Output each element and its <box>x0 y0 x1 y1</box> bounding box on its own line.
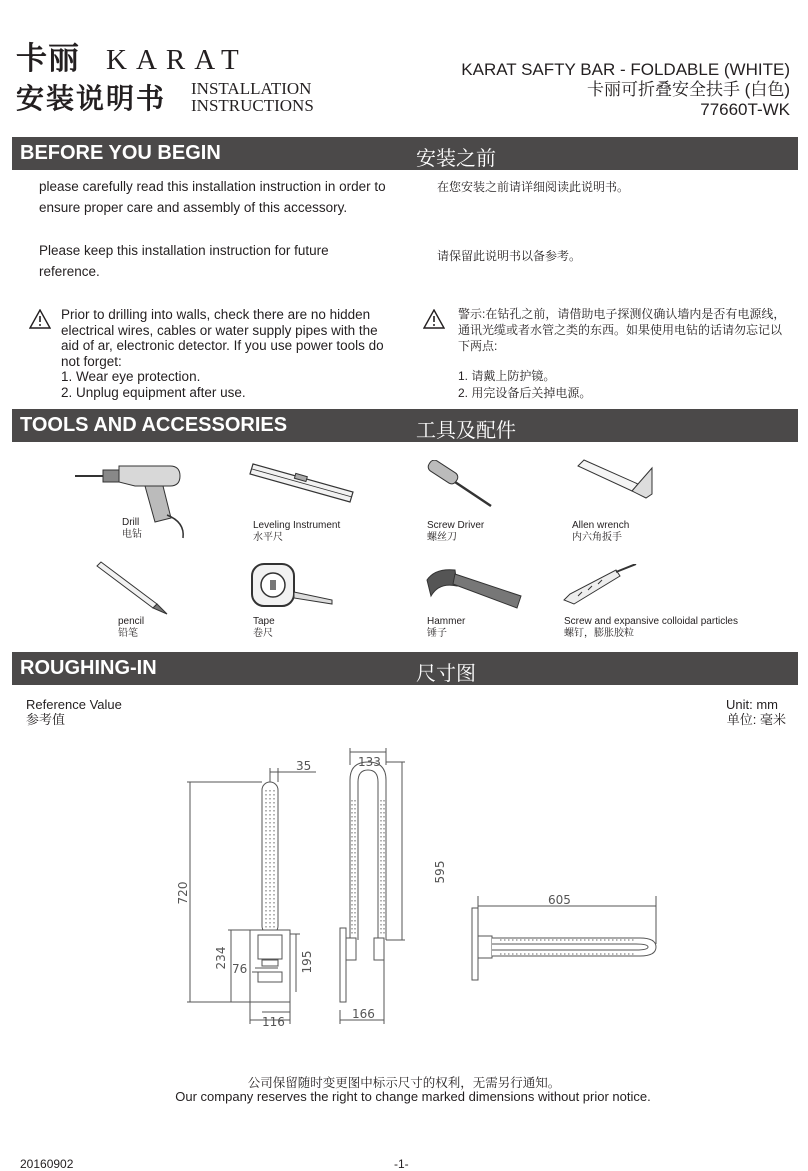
intro-paragraph-2-cn: 请保留此说明书以备参考。 <box>437 249 582 263</box>
warning-label-cn: 警示: <box>458 307 486 321</box>
warning-icon <box>29 309 51 329</box>
tool-label-screw-cn: 螺钉，膨胀胶粒 <box>564 628 634 639</box>
dim-mount-height: 234 <box>214 946 228 970</box>
section-title-tools-en: TOOLS AND ACCESSORIES <box>20 414 288 436</box>
warning-item-2-en: 2. Unplug equipment after use. <box>61 385 246 400</box>
tool-label-screw-en: Screw and expansive colloidal particles <box>564 616 738 627</box>
intro-paragraph-2: Please keep this installation instruction for future reference. <box>39 243 329 279</box>
product-name-cn: 卡丽可折叠安全扶手 (白色) <box>586 80 790 99</box>
dim-plate-width: 76 <box>232 962 248 976</box>
unit-label-en: Unit: mm <box>726 697 778 712</box>
tape-measure-icon <box>250 562 335 610</box>
print-date: 20160902 <box>20 1157 74 1171</box>
tool-label-allen-en: Allen wrench <box>572 520 630 531</box>
manual-title-en-2: INSTRUCTIONS <box>191 96 314 115</box>
dim-top-width: 35 <box>296 759 312 773</box>
intro-paragraph-1-cn: 在您安装之前请详细阅读此说明书。 <box>437 180 630 194</box>
allen-wrench-icon <box>576 458 656 513</box>
screwdriver-icon <box>425 460 495 510</box>
warning-item-2-cn: 2. 用完设备后关掉电源。 <box>458 386 592 400</box>
warning-item-1-en: 1. Wear eye protection. <box>61 369 201 384</box>
manual-title-en-1: INSTALLATION <box>191 79 312 98</box>
dim-side-base: 166 <box>352 1007 375 1021</box>
section-bar-tools <box>12 409 798 442</box>
section-title-before-en: BEFORE YOU BEGIN <box>20 142 221 164</box>
warning-text-cn <box>458 306 788 354</box>
tool-label-screwdriver-en: Screw Driver <box>427 520 485 531</box>
roughing-in-drawing <box>0 740 808 1040</box>
tool-label-drill-cn: 电钻 <box>122 529 142 540</box>
screw-anchor-icon <box>560 564 640 609</box>
dim-plate-height: 195 <box>300 950 314 974</box>
tool-label-pencil-cn: 铅笔 <box>118 628 138 639</box>
tool-label-allen-cn: 内六角扳手 <box>572 532 622 543</box>
dim-height: 720 <box>176 881 190 905</box>
tool-label-level-cn: 水平尺 <box>253 532 283 543</box>
section-title-roughing-en: ROUGHING-IN <box>20 657 157 679</box>
dim-side-height: 595 <box>433 860 447 884</box>
pencil-icon <box>95 560 170 615</box>
warning-body-cn: 在钻孔之前，请借助电子探测仪确认墙内是否有电源线，通讯光缆或者水管之类的东西。如果使用电钻的话请勿忘记以下两点: <box>458 307 786 353</box>
hammer-icon <box>425 566 525 611</box>
intro-paragraph-1: please carefully read this installation instruction in order to ensure proper care and assembly of this accessory. <box>39 179 386 215</box>
page-number: -1- <box>394 1157 409 1171</box>
tool-label-hammer-cn: 锤子 <box>427 628 447 639</box>
tool-label-level-en: Leveling Instrument <box>253 520 341 531</box>
warning-icon <box>423 309 445 329</box>
warning-text-en: Prior to drilling into walls, check there are no hidden electrical wires, cables or water supply pipes with the aid of ar, electronic detector. If you use power tools do not forget: <box>61 307 384 369</box>
level-icon <box>249 460 359 505</box>
tool-label-tape-cn: 卷尺 <box>253 628 273 639</box>
section-title-tools-cn: 工具及配件 <box>416 420 516 442</box>
tool-label-drill-en: Drill <box>122 517 140 528</box>
notice-en: Our company reserves the right to change marked dimensions without prior notice. <box>175 1089 651 1104</box>
reference-value-cn: 参考值 <box>26 712 66 727</box>
tool-label-tape-en: Tape <box>253 616 275 627</box>
reference-value-en: Reference Value <box>26 697 122 712</box>
dim-plate-base: 116 <box>262 1015 285 1029</box>
brand-logo-cn: 卡丽 <box>16 41 80 77</box>
product-name-en: KARAT SAFTY BAR - FOLDABLE (WHITE) <box>461 60 790 79</box>
section-title-roughing-cn: 尺寸图 <box>416 663 476 685</box>
dim-length: 605 <box>548 893 571 907</box>
section-bar-before <box>12 137 798 170</box>
manual-title-cn: 安装说明书 <box>16 82 167 115</box>
notice-cn: 公司保留随时变更图中标示尺寸的权利，无需另行通知。 <box>247 1076 561 1090</box>
warning-item-1-cn: 1. 请戴上防护镜。 <box>458 369 556 383</box>
tool-label-screwdriver-cn: 螺丝刀 <box>427 532 457 543</box>
section-title-before-cn: 安装之前 <box>416 148 496 170</box>
product-model: 77660T-WK <box>700 100 790 119</box>
dim-side-top: 133 <box>358 755 381 769</box>
tool-label-hammer-en: Hammer <box>427 616 466 627</box>
brand-logo-en: KARAT <box>106 44 248 76</box>
tool-label-pencil-en: pencil <box>118 616 145 627</box>
unit-label-cn: 单位: 毫米 <box>726 712 786 727</box>
section-bar-roughing <box>12 652 798 685</box>
